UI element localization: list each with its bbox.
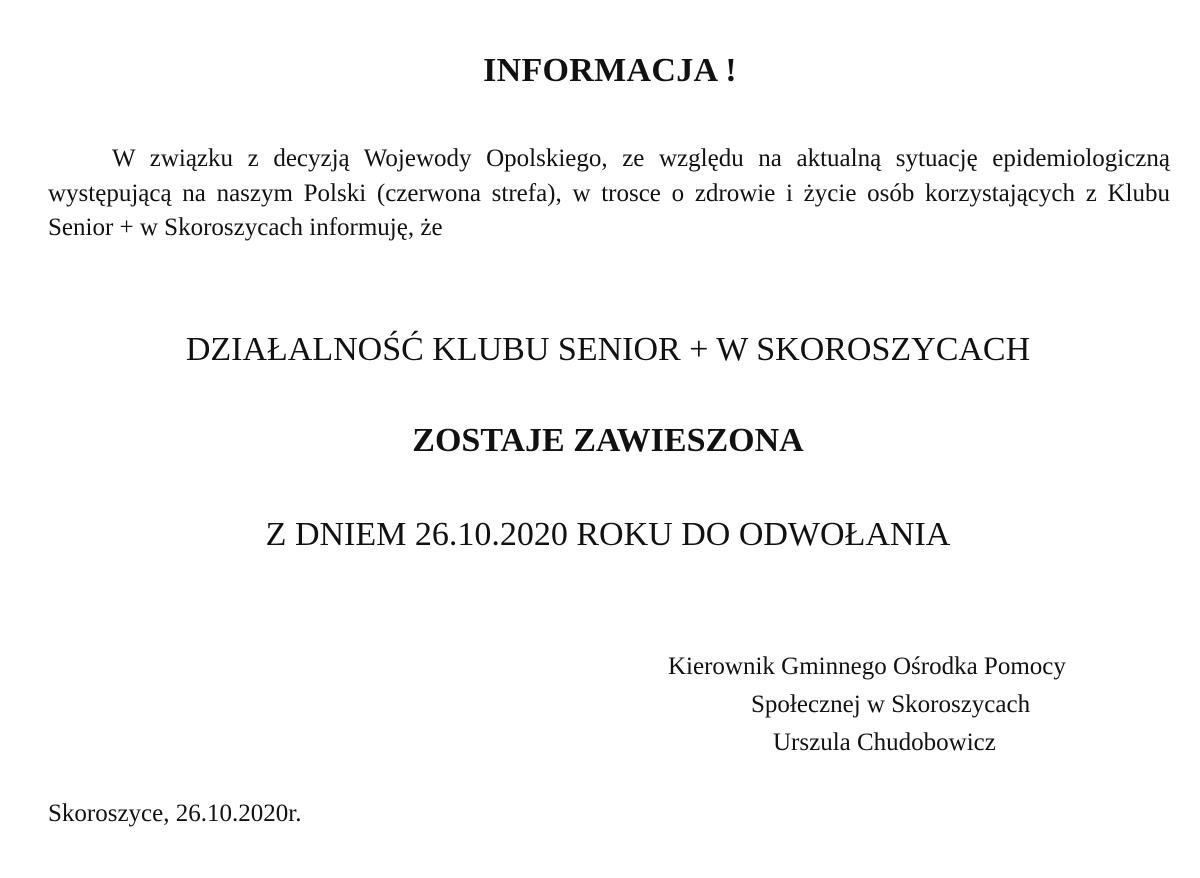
signature-line-title: Kierownik Gminnego Ośrodka Pomocy [668, 653, 1066, 680]
signature-line-name: Urszula Chudobowicz [773, 729, 996, 756]
headline-club-activity: DZIAŁALNOŚĆ KLUBU SENIOR + W SKOROSZYCACH [185, 331, 1031, 368]
headline-suspended: ZOSTAJE ZAWIESZONA [412, 422, 804, 459]
signature-line-institution: Społecznej w Skoroszycach [751, 691, 1031, 718]
headline-effective-date: Z DNIEM 26.10.2020 ROKU DO ODWOŁANIA [265, 516, 951, 553]
document-title: INFORMACJA ! [483, 52, 737, 89]
intro-paragraph: W związku z decyzją Wojewody Opolskiego, ze względu na aktualną sytuację epidemiologiczną występującą na naszym Polski (czerwona strefa), w trosce o zdrowie i życie osób korzystających z Klubu Senior + w Skoroszycach informuję, że [48, 145, 1170, 241]
place-and-date: Skoroszyce, 26.10.2020r. [48, 800, 302, 827]
